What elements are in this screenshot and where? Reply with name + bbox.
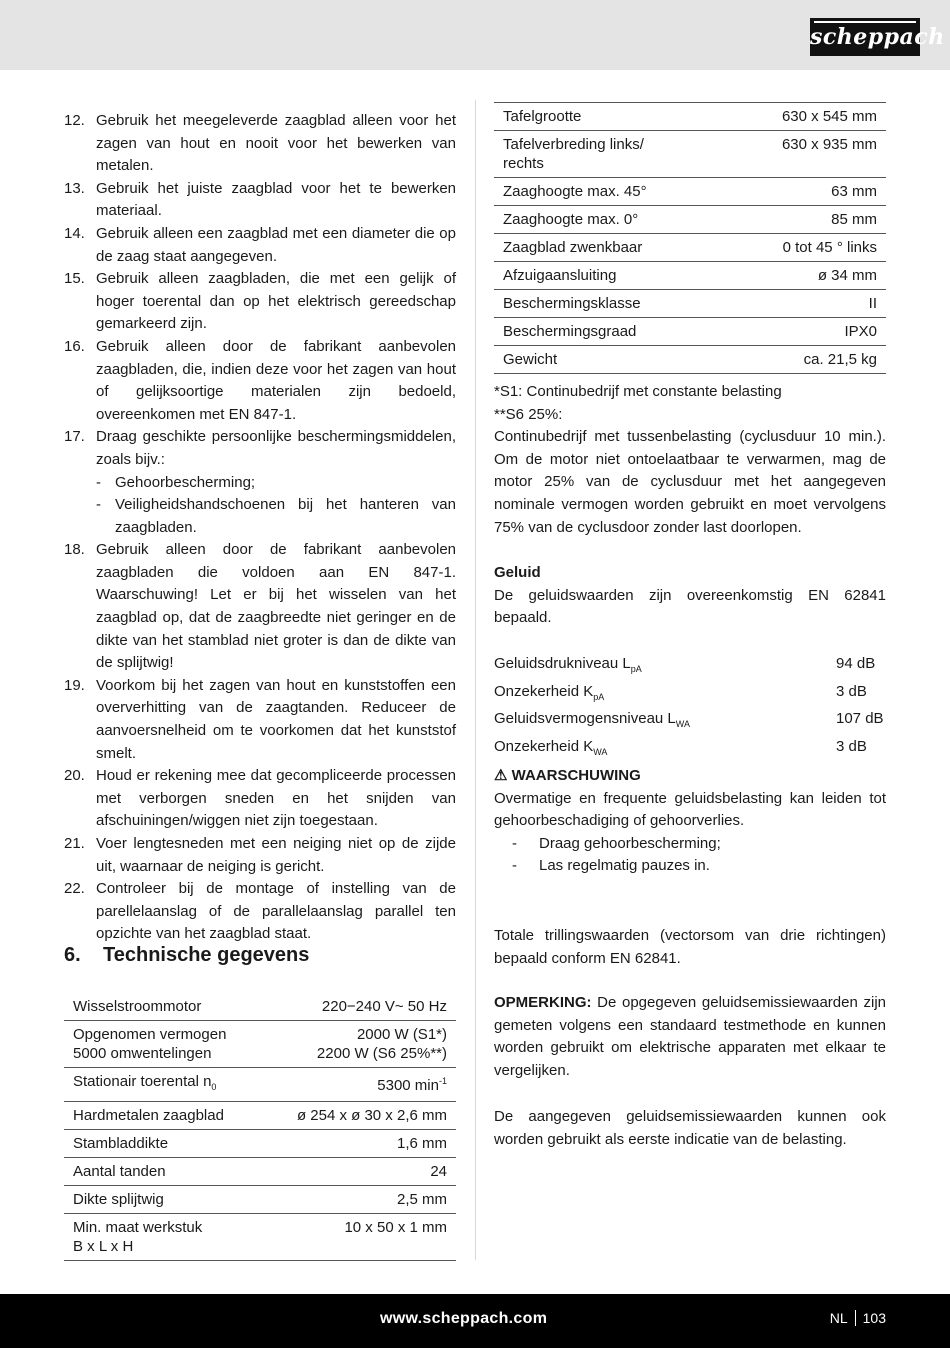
list-item-text: Controleer bij de montage of instelling van de parellelaanslag of de parallelaanslag parallel ten opzichte van het zaagblad staat. bbox=[96, 880, 456, 943]
section-heading bbox=[64, 944, 309, 967]
noise-value: 3 dB bbox=[836, 737, 867, 755]
spec-label: Min. maat werkstuk B x L x H bbox=[73, 1219, 203, 1255]
spec-table-left bbox=[64, 993, 456, 1261]
list-item bbox=[64, 426, 456, 539]
spec-label: Aantal tanden bbox=[73, 1163, 166, 1180]
noise-label: Geluidsdrukniveau $L_{pA}$ bbox=[494, 655, 642, 674]
spec-row bbox=[494, 178, 886, 206]
noise-text: De geluidswaarden zijn overeenkomstig EN 62841 bepaald. bbox=[494, 586, 886, 627]
list-item-number: 15. bbox=[64, 270, 85, 288]
list-item-text: Voorkom bij het zagen van hout en kunststoffen een oververhitting van de zaagtanden. Reduceer de aanvoersnelheid om te voorkomen dat het kunststof smelt. bbox=[96, 676, 456, 762]
spec-label: Zaaghoogte max. 45° bbox=[503, 183, 647, 200]
spec-value: IPX0 bbox=[844, 323, 877, 340]
vibration-text: Totale trillingswaarden (vectorsom van drie richtingen) bepaald conform EN 62841. bbox=[494, 927, 886, 967]
header-bar bbox=[0, 0, 950, 70]
spec-row bbox=[64, 1130, 456, 1158]
spec-value: 24 bbox=[430, 1163, 447, 1180]
spec-row bbox=[494, 262, 886, 290]
noise-row bbox=[494, 736, 886, 764]
spec-value: 630 x 545 mm bbox=[781, 108, 877, 125]
list-item-number: 16. bbox=[64, 337, 85, 355]
noise-row bbox=[494, 681, 886, 709]
page-number: 103 bbox=[862, 1310, 886, 1326]
list-item bbox=[64, 539, 456, 675]
list-item-number: 19. bbox=[64, 676, 85, 694]
spec-label: Stationair toerental $n_0$ bbox=[73, 1073, 217, 1092]
list-item-number: 13. bbox=[64, 179, 85, 197]
sub-item-text: Gehoorbescherming; bbox=[115, 473, 256, 491]
section-title: Technische gegevens bbox=[103, 944, 310, 966]
spec-value: 85 mm bbox=[831, 211, 877, 228]
spec-label: Beschermingsgraad bbox=[503, 323, 637, 340]
spec-row bbox=[64, 1186, 456, 1214]
sub-item bbox=[96, 494, 456, 539]
noise-section bbox=[494, 562, 886, 630]
warning-item-text: Las regelmatig pauzes in. bbox=[539, 857, 710, 875]
spec-value: 63 mm bbox=[831, 183, 877, 200]
spec-value: 2,5 mm bbox=[396, 1191, 447, 1208]
column-divider bbox=[475, 100, 476, 1260]
list-item-text: Gebruik alleen een zaagblad met een diameter die op de zaag staat aangegeven. bbox=[96, 224, 456, 265]
list-item-text: Gebruik alleen door de fabrikant aanbevolen zaagbladen, die, indien deze voor het zagen van hout of gelijksoortige materialen zijn bedoeld, overeenkomen met EN 847-1. bbox=[96, 337, 456, 423]
spec-row bbox=[494, 318, 886, 346]
list-item-text: Gebruik alleen zaagbladen, die met een gelijk of hoger toerental dan op het elektrisch gereedschap gemarkeerd zijn. bbox=[96, 270, 456, 333]
spec-row bbox=[64, 993, 456, 1021]
duty-notes bbox=[494, 381, 886, 539]
remark-body: De opgegeven geluidsemissiewaarden zijn gemeten volgens een standaard testmethode en kunnen worden gebruikt om elektrische apparaten met elkaar te vergelijken. bbox=[494, 994, 886, 1079]
spec-label: Afzuigaansluiting bbox=[503, 267, 617, 284]
list-item bbox=[64, 765, 456, 833]
spec-value: 630 x 935 mm bbox=[781, 136, 877, 153]
list-item bbox=[64, 878, 456, 946]
spec-label: Gewicht bbox=[503, 351, 558, 368]
warning-item bbox=[512, 855, 886, 878]
remark-label: OPMERKING: bbox=[494, 994, 592, 1011]
brand-logo: scheppach bbox=[810, 18, 920, 56]
list-item bbox=[64, 833, 456, 878]
spec-row bbox=[64, 1068, 456, 1102]
warning-item-dash: - bbox=[512, 834, 517, 852]
spec-label: Dikte splijtwig bbox=[73, 1191, 164, 1208]
language-code: NL bbox=[829, 1310, 848, 1326]
list-item-number: 18. bbox=[64, 541, 85, 559]
list-item-number: 14. bbox=[64, 224, 85, 242]
list-item-text: Gebruik alleen door de fabrikant aanbevolen zaagbladen die voldoen aan EN 847-1. Waarschuwing! Let er bij het wisselen van het zaagblad op, dat de zaagbreedte niet geringer en de dikte van het stamblad niet groter is dan de dikte van de splijtwig! bbox=[96, 541, 456, 672]
footer-bar bbox=[0, 1294, 950, 1348]
spec-label: Opgenomen vermogen 5000 omwentelingen bbox=[73, 1026, 227, 1062]
spec-row bbox=[494, 234, 886, 262]
sub-item-text: Veiligheidshandschoenen bij het hanteren van zaagbladen. bbox=[115, 496, 456, 536]
spec-value: ca. 21,5 kg bbox=[803, 351, 877, 368]
list-item-number: 22. bbox=[64, 880, 85, 898]
note-s6: **S6 25%: bbox=[494, 405, 563, 423]
spec-row bbox=[64, 1021, 456, 1068]
spec-value: 1,6 mm bbox=[396, 1135, 447, 1152]
indication-text: De aangegeven geluidsemissiewaarden kunnen ook worden gebruikt als eerste indicatie van de belasting. bbox=[494, 1108, 886, 1148]
warning-heading bbox=[494, 765, 886, 788]
spec-row bbox=[494, 290, 886, 318]
section-number: 6. bbox=[64, 944, 81, 966]
footer-url[interactable]: www.scheppach.com bbox=[380, 1310, 548, 1327]
warning-item-text: Draag gehoorbescherming; bbox=[539, 834, 721, 852]
spec-row bbox=[64, 1102, 456, 1130]
spec-value: II bbox=[868, 295, 877, 312]
list-item-text: Houd er rekening mee dat gecompliceerde processen met verborgen sneden en het snijden van afschuiningen/wiggen niet zijn toegestaan. bbox=[96, 767, 456, 830]
list-item-number: 21. bbox=[64, 835, 85, 852]
spec-value: ø 254 x ø 30 x 2,6 mm bbox=[296, 1107, 447, 1124]
warning-text: Overmatige en frequente geluidsbelasting kan leiden tot gehoorbeschadiging of gehoorverlies. bbox=[494, 789, 886, 830]
list-item bbox=[64, 268, 456, 336]
noise-title: Geluid bbox=[494, 564, 541, 581]
spec-label: Stambladdikte bbox=[73, 1135, 169, 1152]
spec-value: 0 tot 45 ° links bbox=[782, 239, 877, 256]
spec-row bbox=[64, 1214, 456, 1261]
note-s1: *S1: Continubedrijf met constante belasting bbox=[494, 383, 782, 400]
spec-row bbox=[494, 346, 886, 374]
spec-label: Beschermingsklasse bbox=[503, 295, 641, 312]
spec-value: 5300 $\min^{-1}$ bbox=[377, 1076, 447, 1094]
sub-item bbox=[96, 472, 456, 495]
list-item bbox=[64, 675, 456, 765]
list-item bbox=[64, 110, 456, 178]
noise-label: Onzekerheid $K_{pA}$ bbox=[494, 682, 605, 702]
list-item-number: 12. bbox=[64, 112, 85, 129]
list-item-text: Gebruik het meegeleverde zaagblad alleen voor het zagen van hout en nooit voor het bewerken van metalen. bbox=[96, 112, 456, 175]
spec-table-right bbox=[494, 102, 886, 374]
noise-value: 107 dB bbox=[836, 710, 884, 728]
spec-label: Tafelverbreding links/ rechts bbox=[503, 136, 644, 172]
note-s6-text: Continubedrijf met tussenbelasting (cyclusduur 10 min.). Om de motor niet ontoelaatbaar te verwarmen, mag de motor 25% van de cyclusduur met het aangegeven nominale vermogen worden gebruikt en moet vervolgens 75% van de cyclusdoor zonder last doorlopen. bbox=[494, 428, 886, 536]
spec-value: 2000 W (S1*) 2200 W (S6 25%**) bbox=[316, 1026, 447, 1062]
sub-item-dash: - bbox=[96, 496, 101, 514]
spec-label: Hardmetalen zaagblad bbox=[73, 1107, 224, 1124]
warning-triangle-icon: ⚠ bbox=[494, 767, 508, 784]
spec-label: Wisselstroommotor bbox=[73, 998, 202, 1015]
noise-row bbox=[494, 708, 886, 736]
warning-item-dash: - bbox=[512, 857, 517, 875]
spec-row bbox=[64, 1158, 456, 1186]
list-item-text: Gebruik het juiste zaagblad voor het te bewerken materiaal. bbox=[96, 179, 456, 220]
spec-label: Tafelgrootte bbox=[503, 108, 582, 125]
spec-row bbox=[494, 131, 886, 178]
spec-label: Zaaghoogte max. 0° bbox=[503, 211, 639, 228]
noise-value: 3 dB bbox=[836, 682, 867, 700]
list-item-text: Voer lengtesneden met een neiging niet op de zijde uit, waarnaar de neiging is gericht. bbox=[96, 835, 456, 875]
warning-title: WAARSCHUWING bbox=[511, 767, 641, 784]
warning-item bbox=[512, 833, 886, 856]
spec-label: Zaagblad zwenkbaar bbox=[503, 239, 643, 256]
noise-values bbox=[494, 653, 886, 763]
page-indicator bbox=[830, 1310, 886, 1326]
warning-block bbox=[494, 765, 886, 878]
safety-instructions-list bbox=[64, 110, 456, 946]
spec-value: 10 x 50 x 1 mm bbox=[344, 1219, 447, 1236]
list-item-number: 20. bbox=[64, 767, 85, 785]
list-item bbox=[64, 336, 456, 426]
list-item-number: 17. bbox=[64, 428, 85, 446]
remark-text bbox=[494, 992, 886, 1082]
list-item bbox=[64, 178, 456, 223]
noise-value: 94 dB bbox=[836, 655, 876, 672]
noise-label: Onzekerheid $K_{WA}$ bbox=[494, 737, 608, 757]
noise-row bbox=[494, 653, 886, 681]
spec-value: 220−240 V~ 50 Hz bbox=[321, 998, 447, 1015]
noise-label: Geluidsvermogensniveau $L_{WA}$ bbox=[494, 710, 690, 730]
spec-value: ø 34 mm bbox=[817, 267, 877, 284]
spec-row bbox=[494, 206, 886, 234]
spec-row bbox=[494, 103, 886, 131]
page-separator bbox=[855, 1310, 856, 1326]
sub-item-dash: - bbox=[96, 473, 101, 491]
list-item-text: Draag geschikte persoonlijke beschermingsmiddelen, zoals bijv.: bbox=[96, 428, 456, 468]
list-item bbox=[64, 223, 456, 268]
